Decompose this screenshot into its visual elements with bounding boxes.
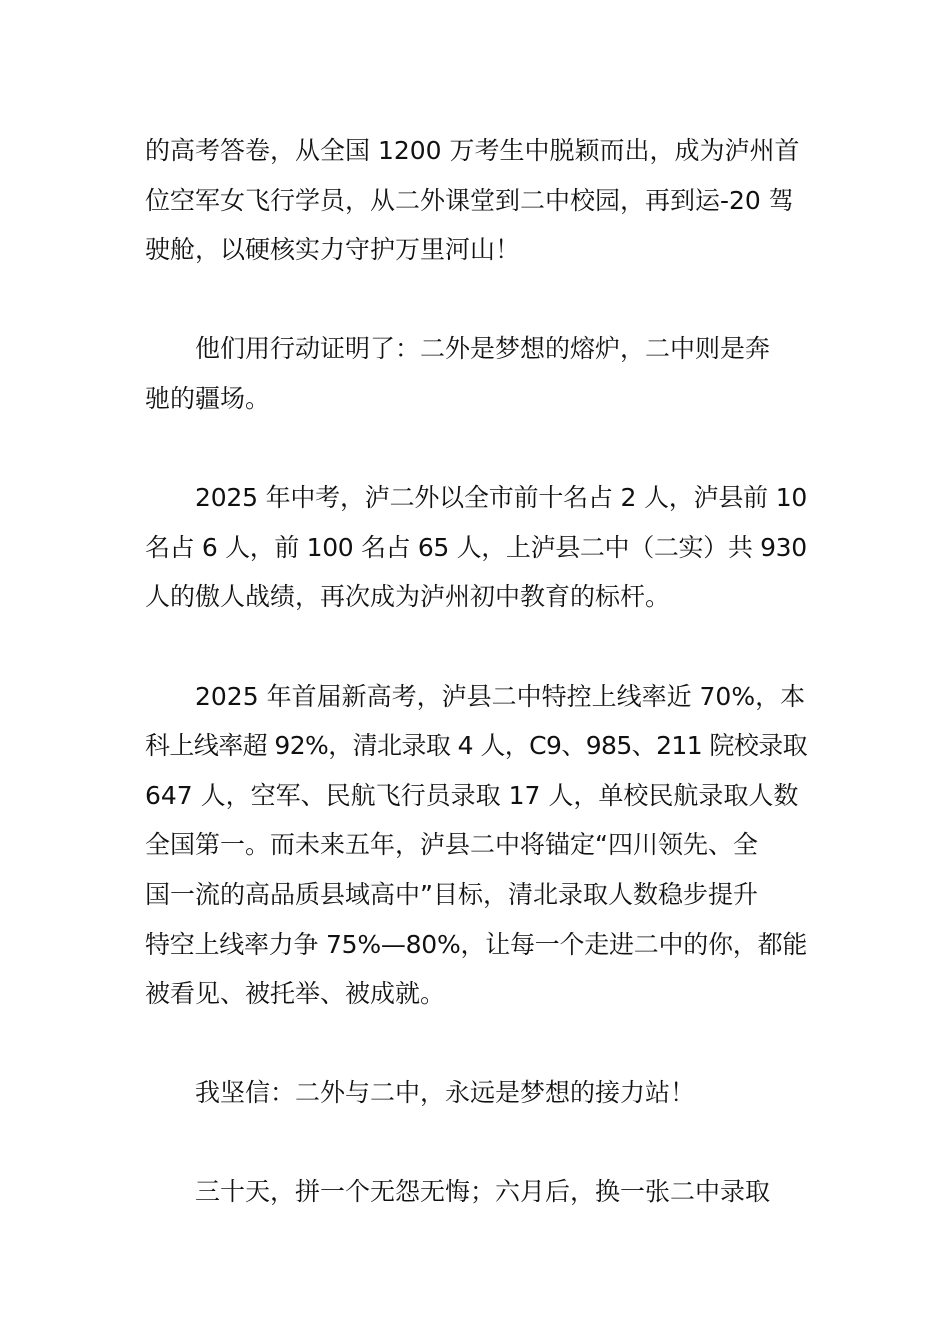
- text-line: 全国第一。而未来五年，泸县二中将锚定“四川领先、全: [145, 830, 758, 860]
- paragraph-6: [145, 1167, 807, 1217]
- paragraph-1: [145, 126, 807, 275]
- text-line: 驶舱，以硬核实力守护万里河山！: [145, 235, 521, 265]
- text-line: 他们用行动证明了：二外是梦想的熔炉，二中则是奔: [195, 334, 771, 364]
- text-line: 国一流的高品质县域高中”目标，清北录取人数稳步提升: [145, 879, 758, 909]
- text-line: 特空上线率力争 75%—80%，让每一个走进二中的你，都能: [145, 929, 808, 959]
- text-line: 647 人，空军、民航飞行员录取 17 人，单校民航录取人数: [145, 780, 799, 810]
- text-line: 三十天，拼一个无怨无悔；六月后，换一张二中录取: [195, 1177, 771, 1207]
- text-line: 位空军女飞行学员，从二外课堂到二中校园，再到运-20 驾: [145, 185, 794, 215]
- text-line: 2025 年中考，泸二外以全市前十名占 2 人，泸县前 10: [195, 483, 808, 513]
- paragraph-2: [145, 324, 807, 423]
- paragraph-5: [145, 1068, 807, 1118]
- paragraph-4: [145, 672, 807, 1019]
- text-line: 我坚信：二外与二中，永远是梦想的接力站！: [195, 1078, 696, 1108]
- text-line: 的高考答卷，从全国 1200 万考生中脱颖而出，成为泸州首: [145, 136, 800, 165]
- text-line: 被看见、被托举、被成就。: [145, 979, 446, 1009]
- document-body: [145, 126, 807, 1267]
- text-line: 人的傲人战绩，再次成为泸州初中教育的标杆。: [145, 582, 671, 612]
- text-line: 2025 年首届新高考，泸县二中特控上线率近 70%，本: [195, 681, 806, 711]
- text-line: 名占 6 人，前 100 名占 65 人，上泸县二中（二实）共 930: [145, 532, 807, 562]
- text-line: 驰的疆场。: [145, 383, 271, 413]
- text-line: 科上线率超 92%，清北录取 4 人，C9、985、211 院校录取: [145, 731, 808, 761]
- paragraph-3: [145, 473, 807, 622]
